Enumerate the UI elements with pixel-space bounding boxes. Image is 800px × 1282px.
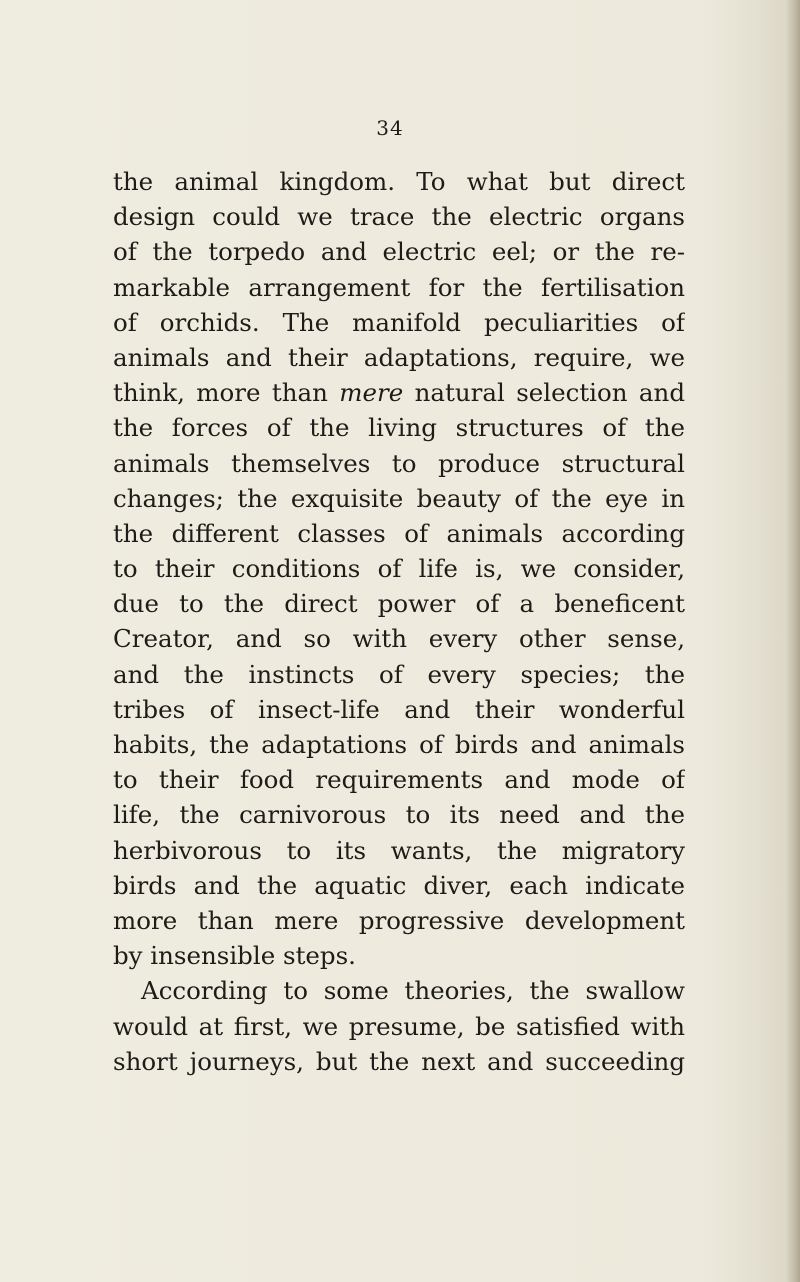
page-edge-shadow (786, 0, 800, 1282)
text-line-18: to their food requirements and mode of (113, 765, 685, 795)
text-line-12: to their conditions of life is, we consider, (113, 554, 685, 584)
text-line-16: tribes of insect-life and their wonderful (113, 694, 685, 724)
text-line-3: of the torpedo and electric eel; or the re- (113, 237, 685, 267)
text-line-21: birds and the aquatic diver, each indicate (113, 870, 685, 900)
text-line-6: animals and their adaptations, require, we (113, 342, 685, 372)
text-line-2: design could we trace the electric organs (113, 202, 685, 232)
text-line-7 (113, 375, 685, 410)
text-line-24: According to some theories, the swallow (141, 976, 685, 1006)
text-line-10: changes; the exquisite beauty of the eye in (113, 483, 685, 513)
text-line-8: the forces of the living structures of the (113, 413, 685, 443)
text-line-11: the different classes of animals according (113, 518, 685, 548)
text-line-22: more than mere progressive development (113, 905, 685, 935)
text-line-20: herbivorous to its wants, the migratory (113, 835, 685, 865)
page-number: 34 (376, 116, 404, 140)
text-line-13: due to the direct power of a beneficent (113, 589, 685, 619)
text-line-19: life, the carnivorous to its need and the (113, 800, 685, 830)
text-line-15: and the instincts of every species; the (113, 659, 685, 689)
emphasis-mere: mere (339, 378, 404, 408)
text-line-25: would at first, we presume, be satisfied with (113, 1011, 685, 1041)
text-line-1: the animal kingdom. To what but direct (113, 167, 685, 196)
text-line-9: animals themselves to produce structural (113, 448, 685, 478)
text-line-5: of orchids. The manifold peculiarities of (113, 307, 685, 337)
text-line-26: short journeys, but the next and succeeding (113, 1046, 685, 1076)
text-line-7-end: natural selection and (403, 378, 685, 408)
text-line-7-start: think, more than (113, 378, 340, 408)
text-line-4: markable arrangement for the fertilisation (113, 272, 685, 302)
text-line-23: by insensible steps. (113, 941, 356, 971)
text-line-14: Creator, and so with every other sense, (113, 624, 685, 654)
body-text (113, 164, 685, 1079)
text-line-17: habits, the adaptations of birds and animals (113, 730, 685, 759)
